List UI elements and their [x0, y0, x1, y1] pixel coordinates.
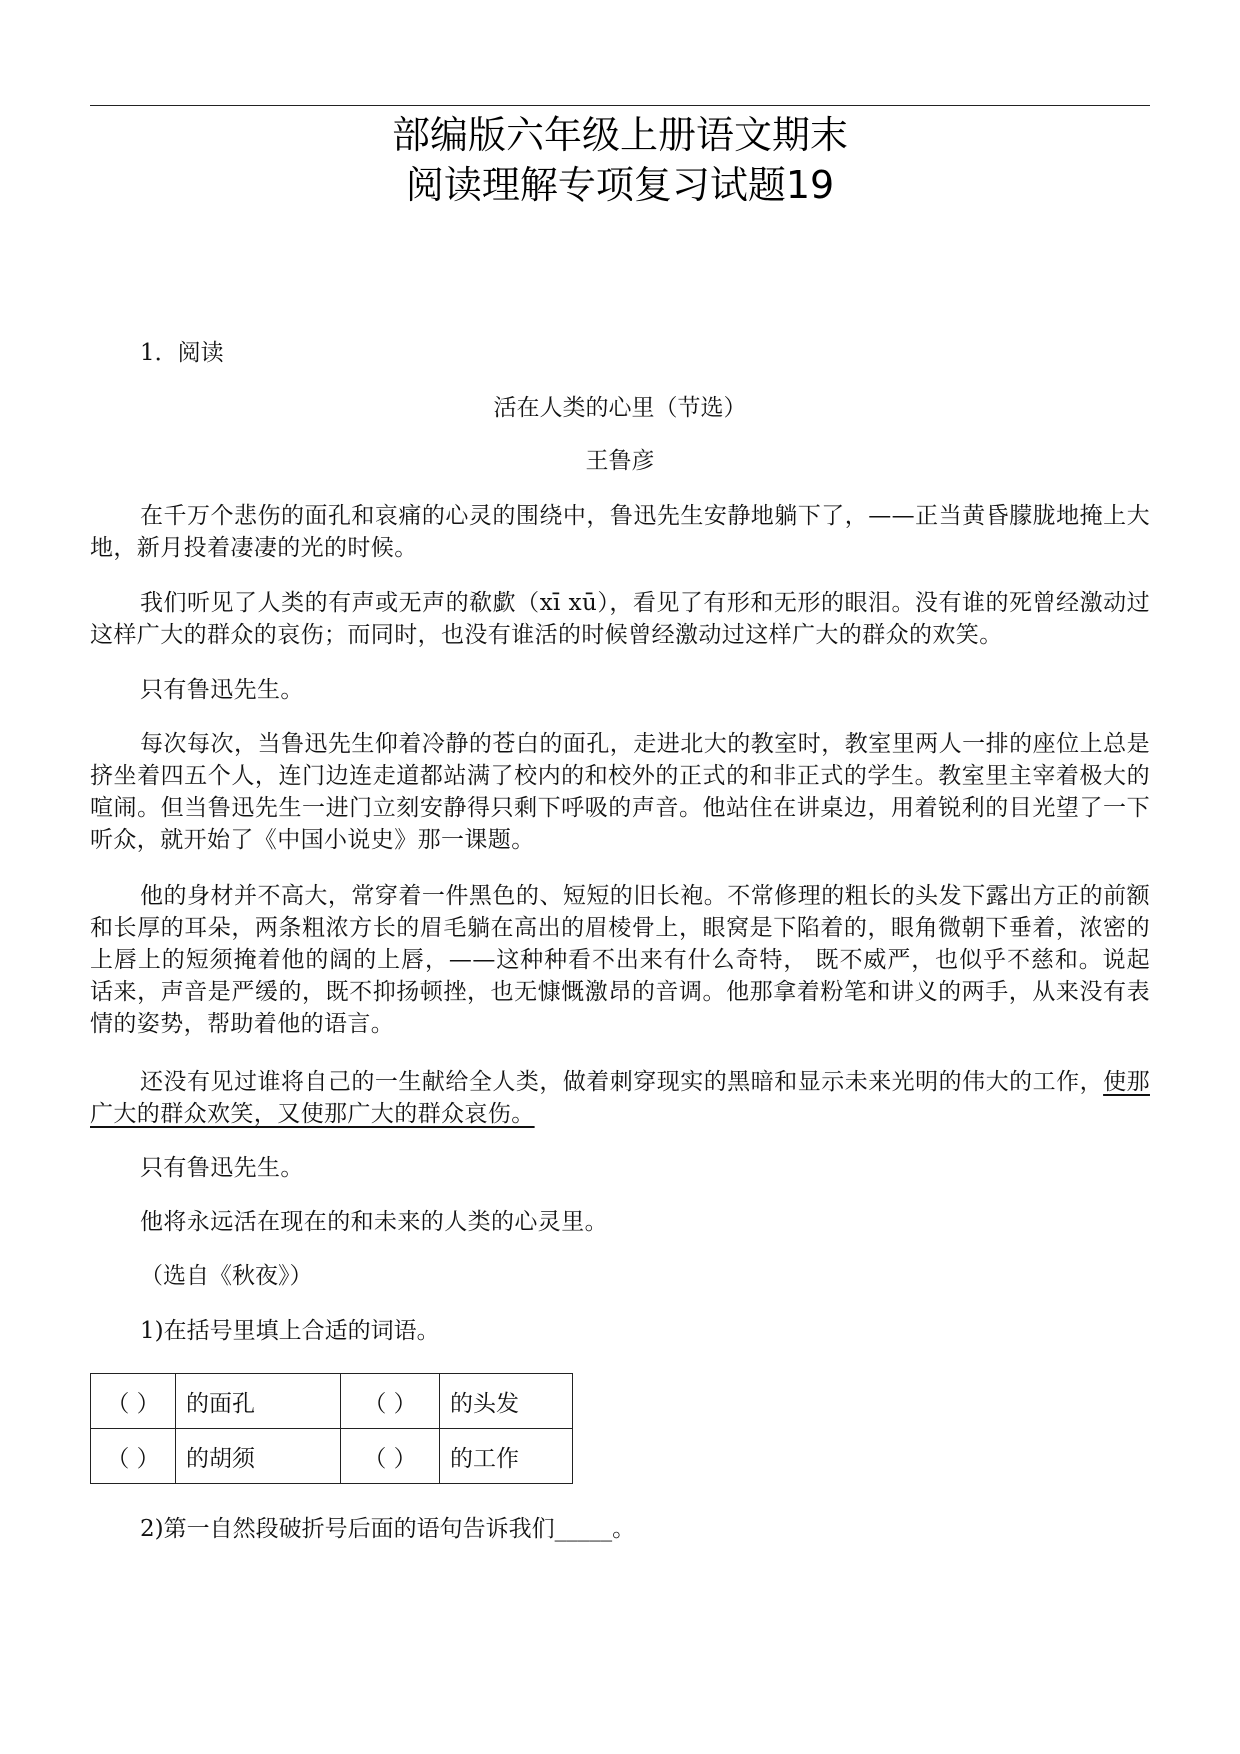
paragraph-1: 在千万个悲伤的面孔和哀痛的心灵的围绕中，鲁迅先生安静地躺下了，——正当黄昏朦胧地掩上大地，新月投着凄凄的光的时候。: [90, 503, 1150, 561]
blank-cell: （ ）: [341, 1429, 440, 1484]
table-cell: 的工作: [440, 1429, 573, 1484]
paragraph-6: [90, 1066, 1150, 1130]
table-row: [91, 1374, 573, 1429]
fill-in-table: [90, 1373, 573, 1484]
table-cell: 的头发: [440, 1374, 573, 1429]
passage-author: 王鲁彦: [585, 448, 655, 474]
paragraph-6-underlined: 使那广大的群众欢笑，又使那广大的群众哀伤。: [90, 1069, 1150, 1127]
header-rule: [90, 105, 1150, 106]
table-cell: 的面孔: [176, 1374, 341, 1429]
passage-title: 活在人类的心里（节选）: [493, 395, 747, 421]
blank-cell: （ ）: [91, 1429, 176, 1484]
paragraph-6-text: 还没有见过谁将自己的一生献给全人类，做着刺穿现实的黑暗和显示未来光明的伟大的工作，: [140, 1069, 1104, 1095]
paragraph-5: 他的身材并不高大，常穿着一件黑色的、短短的旧长袍。不常修理的粗长的头发下露出方正的前额和长厚的耳朵，两条粗浓方长的眉毛躺在高出的眉棱骨上，眼窝是下陷着的，眼角微朝下垂着，浓密的上唇上的短须掩着他的阔的上唇，——这种种看不出来有什么奇特， 既不威严，也似乎不慈和。说起话来，声音是严缓的，既不抑扬顿挫，也无慷慨激昂的音调。他那拿着粉笔和讲义的两手，从来没有表情的姿势，帮助着他的语言。: [90, 883, 1150, 1037]
blank-cell: （ ）: [91, 1374, 176, 1429]
sub-question-2: 2)第一自然段破折号后面的语句告诉我们_____。: [140, 1516, 636, 1542]
question-number: 1．阅读: [140, 340, 224, 366]
paragraph-3: 只有鲁迅先生。: [140, 677, 304, 703]
paragraph-7: 只有鲁迅先生。: [140, 1155, 304, 1181]
title-line-2: 阅读理解专项复习试题19: [405, 163, 835, 207]
passage-source: （选自《秋夜》）: [140, 1263, 313, 1289]
table-row: [91, 1429, 573, 1484]
table-cell: 的胡须: [176, 1429, 341, 1484]
paragraph-2: 我们听见了人类的有声或无声的欷歔（xī xū），看见了有形和无形的眼泪。没有谁的死曾经激动过这样广大的群众的哀伤；而同时，也没有谁活的时候曾经激动过这样广大的群众的欢笑。: [90, 590, 1150, 648]
page-title: [0, 110, 1240, 210]
blank-cell: （ ）: [341, 1374, 440, 1429]
paragraph-4: 每次每次，当鲁迅先生仰着冷静的苍白的面孔，走进北大的教室时，教室里两人一排的座位上总是挤坐着四五个人，连门边连走道都站满了校内的和校外的正式的和非正式的学生。教室里主宰着极大的喧闹。但当鲁迅先生一进门立刻安静得只剩下呼吸的声音。他站住在讲桌边，用着锐利的目光望了一下听众，就开始了《中国小说史》那一课题。: [90, 731, 1150, 853]
paragraph-8: 他将永远活在现在的和未来的人类的心灵里。: [140, 1209, 608, 1235]
sub-question-1: 1)在括号里填上合适的词语。: [140, 1318, 440, 1344]
title-line-1: 部编版六年级上册语文期末: [391, 113, 848, 157]
